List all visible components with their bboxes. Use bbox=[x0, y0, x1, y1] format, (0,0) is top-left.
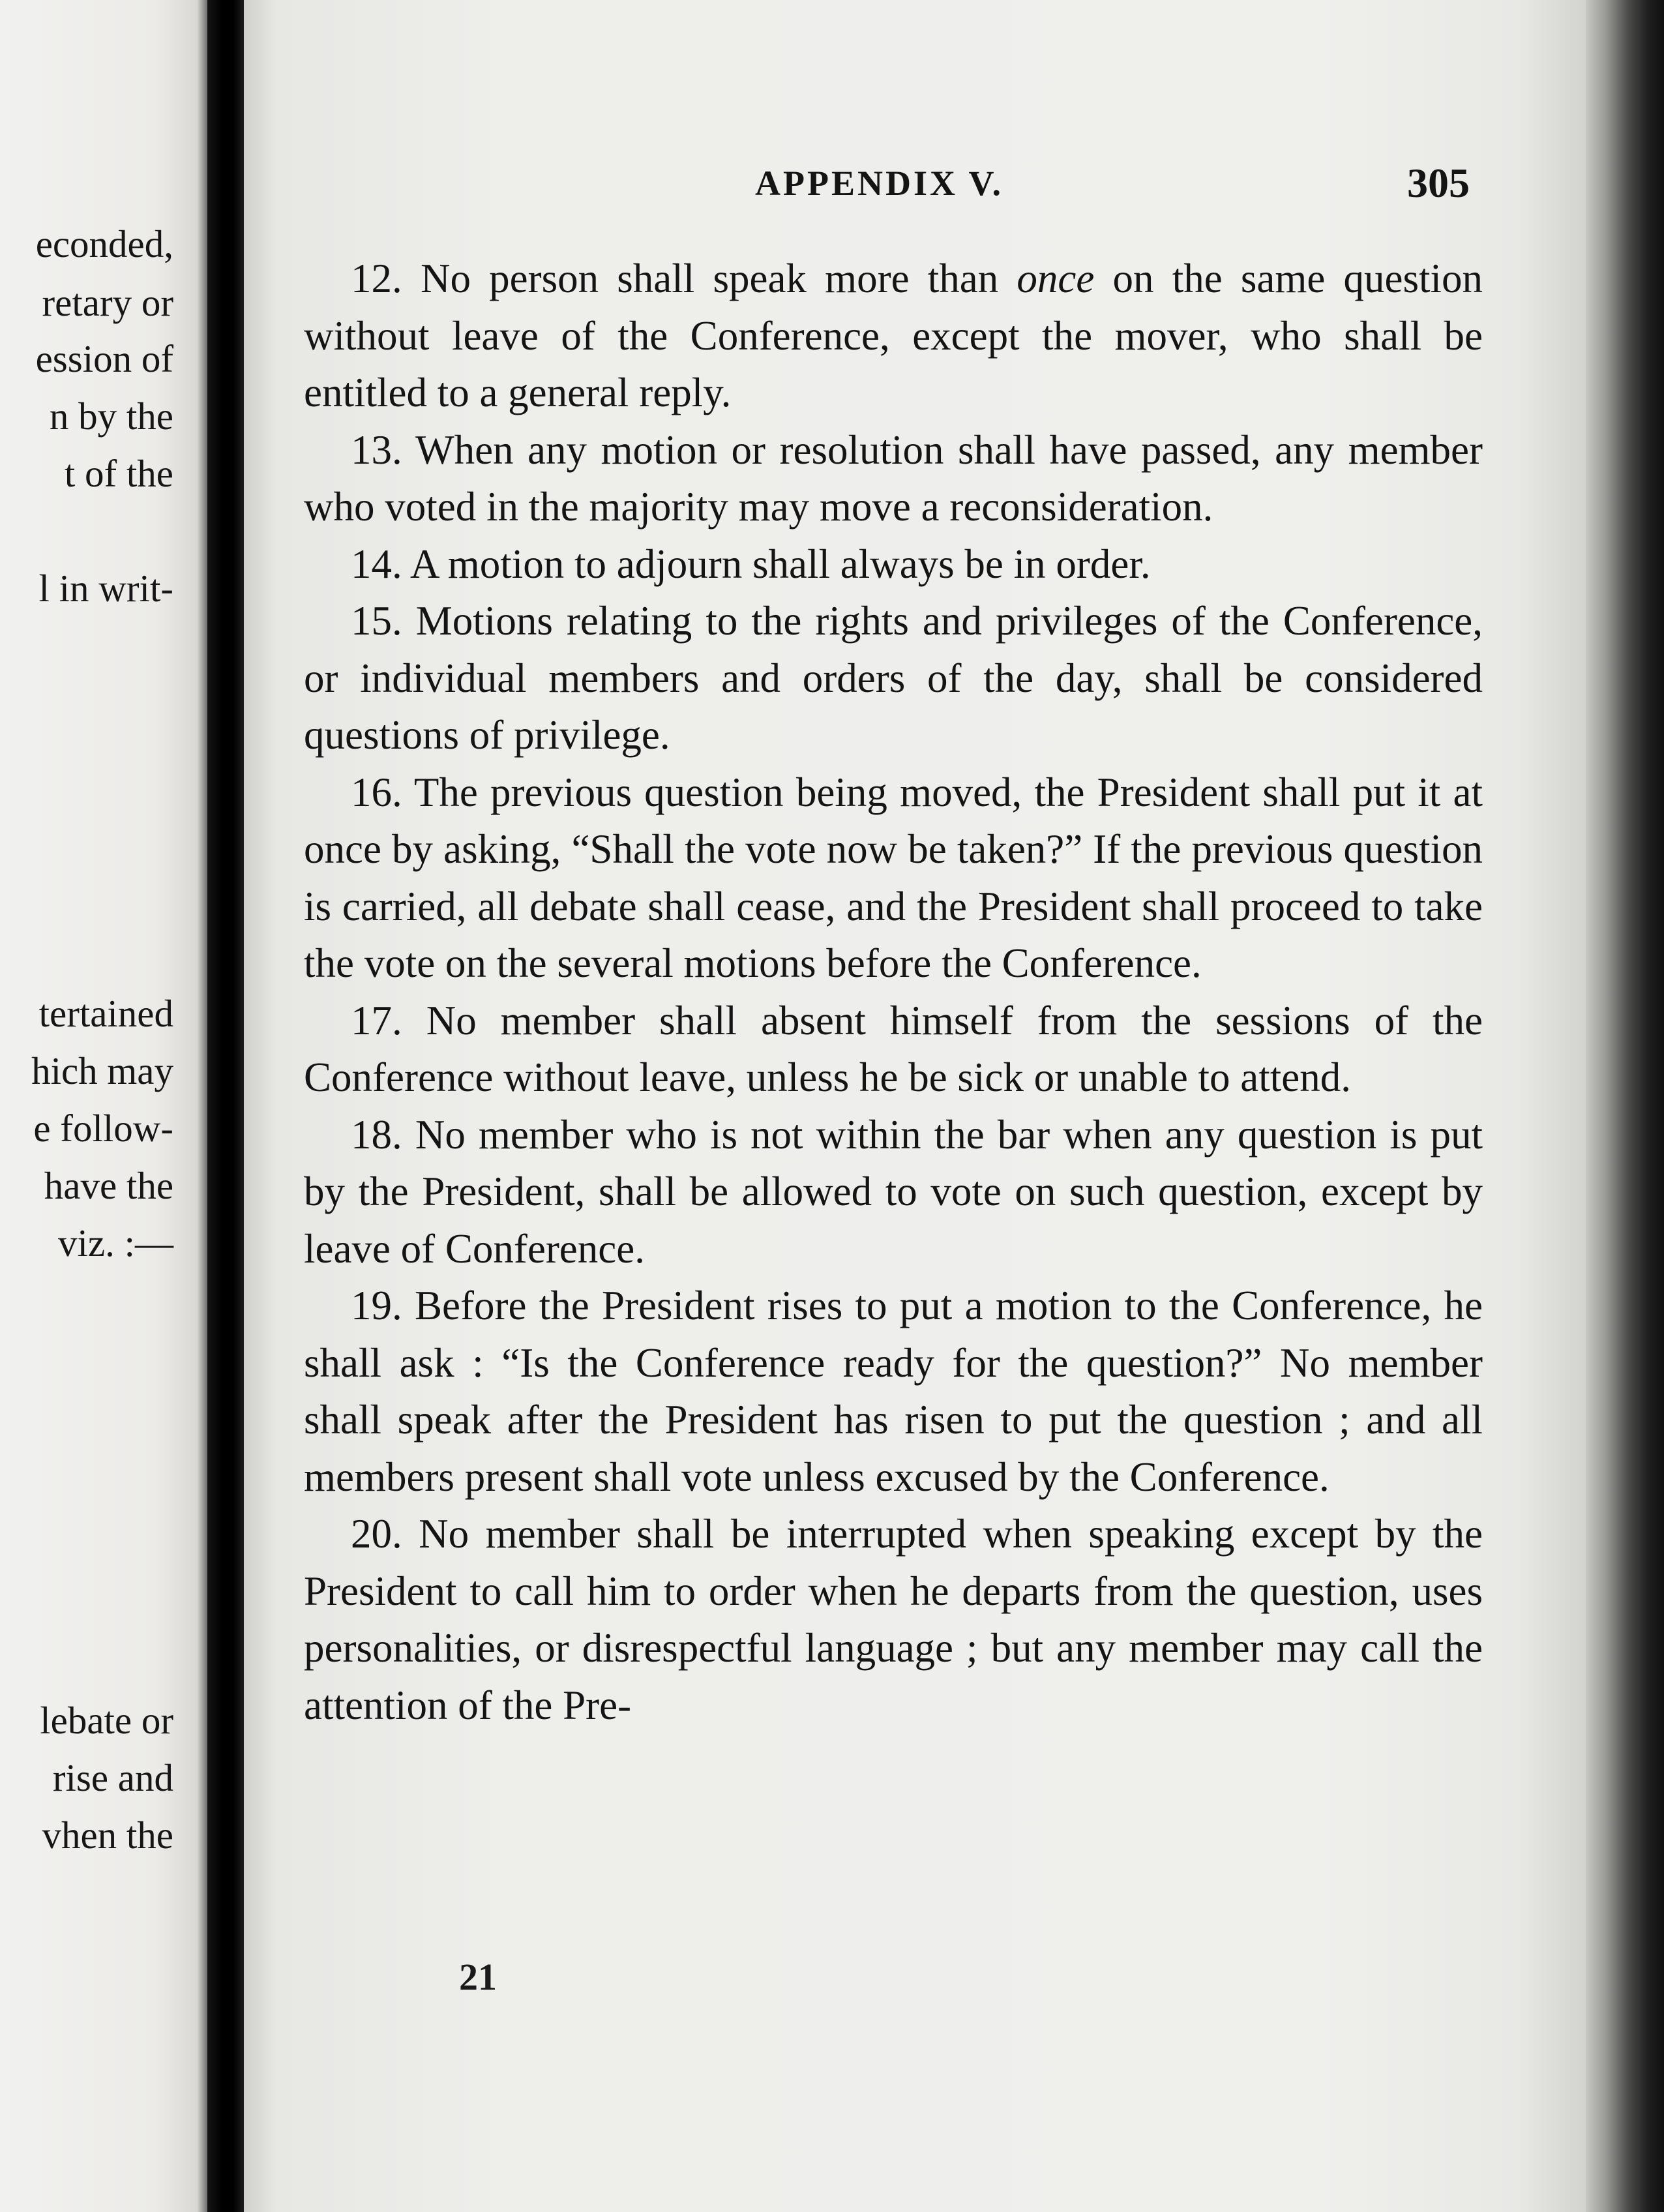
page bbox=[244, 0, 1586, 2212]
signature-mark: 21 bbox=[459, 1956, 497, 1998]
page-number: 305 bbox=[1407, 160, 1470, 206]
left-page-fragment: rise and bbox=[52, 1756, 173, 1799]
left-page-fragment: tertained bbox=[38, 992, 173, 1035]
rule-16: 16. The previous question being moved, the President shall put it at once by asking, “Shall the vote now be taken?” If the previous question is carried, all debate shall cease, and the President shall proceed to take the vote on the several motions before the Conference. bbox=[304, 769, 1483, 986]
left-page-fragment: l in writ- bbox=[38, 567, 173, 610]
rule-17: 17. No member shall absent himself from the sessions of the Conference without leave, unless he be sick or unable to attend. bbox=[304, 997, 1483, 1100]
left-page-fragment: viz. :— bbox=[58, 1221, 173, 1264]
rule-13: 13. When any motion or resolution shall have passed, any member who voted in the majority may move a reconsideration. bbox=[304, 426, 1483, 530]
left-page-fragment: n by the bbox=[49, 395, 173, 438]
rule-12-emphasis: once bbox=[1017, 256, 1095, 301]
left-facing-page bbox=[0, 0, 207, 2212]
left-page-fragment: vhen the bbox=[42, 1814, 173, 1857]
left-page-fragment: hich may bbox=[31, 1049, 173, 1092]
left-page-fragment: econded, bbox=[35, 222, 173, 265]
left-page-fragment: e follow- bbox=[33, 1107, 173, 1150]
rules-text bbox=[304, 250, 1483, 1734]
rule-15: 15. Motions relating to the rights and privileges of the Conference, or individual members and orders of the day, shall be considered questions of privilege. bbox=[304, 598, 1483, 758]
rule-14: 14. A motion to adjourn shall always be in order. bbox=[351, 541, 1151, 587]
rule-20: 20. No member shall be interrupted when speaking except by the President to call him to order when he departs from the question, uses personalities, or disrespectful language ; but any member may call the attention of the Pre- bbox=[304, 1511, 1483, 1728]
left-page-fragment: ession of bbox=[35, 337, 173, 380]
rule-12: 12. No person shall speak more than once on the same question without leave of the Conference, except the mover, who shall be entitled to a general reply. bbox=[304, 256, 1483, 415]
running-head bbox=[244, 160, 1586, 215]
page-edge bbox=[1586, 0, 1664, 2212]
page-header-title: APPENDIX V. bbox=[755, 164, 1004, 203]
left-page-fragment: lebate or bbox=[40, 1699, 173, 1742]
left-page-fragment: retary or bbox=[42, 281, 173, 324]
book-gutter bbox=[207, 0, 244, 2212]
left-page-fragment: have the bbox=[44, 1164, 173, 1207]
rule-19: 19. Before the President rises to put a motion to the Conference, he shall ask : “Is the Conference ready for the question?” No member shall speak after the President has risen to put the question ; and all members present shall vote unless excused by the Conference. bbox=[304, 1283, 1483, 1500]
left-page-fragment: t of the bbox=[64, 452, 173, 495]
rule-18: 18. No member who is not within the bar when any question is put by the President, shall be allowed to vote on such question, except by leave of Conference. bbox=[304, 1111, 1483, 1272]
